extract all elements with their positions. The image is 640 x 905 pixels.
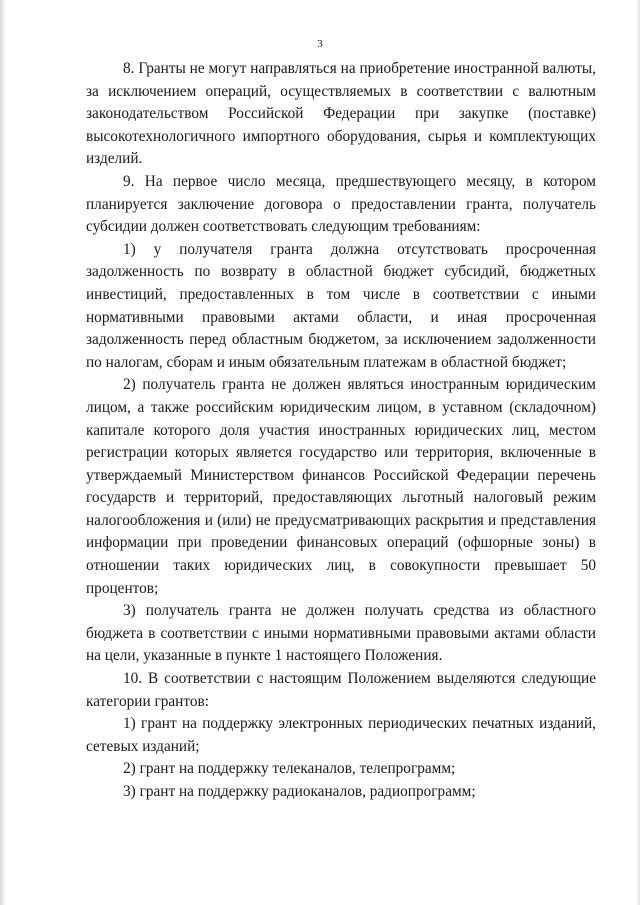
paragraph-10: 10. В соответствии с настоящим Положением выделяются следующие категории грантов: — [86, 670, 596, 710]
scan-edge-left — [0, 0, 6, 905]
paragraph-9-item-1: 1) у получателя гранта должна отсутствовать просроченная задолженность по возврату в областной бюджет субсидий, бюджетных инвестиций, предоставленных в том числе в соответствии с иными нормативными правовыми актами области, и иная просроченная задолженность перед областным бюджетом, за исключением задолженности по налогам, сборам и иным обязательным платежам в областной бюджет; — [86, 240, 596, 371]
paragraph-9-item-3: 3) получатель гранта не должен получать средства из областного бюджета в соответствии с иными нормативными правовыми актами области на цели, указанные в пункте 1 настоящего Положения. — [86, 602, 596, 665]
document-body — [86, 58, 596, 804]
scan-edge-right — [636, 0, 640, 905]
paragraph-10-item-2: 2) грант на поддержку телеканалов, телепрограмм; — [123, 760, 456, 778]
paragraph-10-item-3: 3) грант на поддержку радиоканалов, радиопрограмм; — [123, 783, 476, 800]
page-number: 3 — [317, 38, 323, 50]
paragraph-9: 9. На первое число месяца, предшествующего месяцу, в котором планируется заключение договора о предоставлении гранта, получатель субсидии должен соответствовать следующим требованиям: — [86, 172, 596, 236]
paragraph-10-item-1: 1) грант на поддержку электронных периодических печатных изданий, сетевых изданий; — [86, 715, 596, 755]
paragraph-8: 8. Гранты не могут направляться на приобретение иностранной валюты, за исключением операций, осуществляемых в соответствии с валютным законодательством Российской Федерации при закупке (поставке) высокотехнологичного импортного оборудования, сырья и комплектующих изделий. — [86, 60, 596, 168]
paragraph-9-item-2: 2) получатель гранта не должен являться иностранным юридическим лицом, а также российским юридическим лицом, в уставном (складочном) капитале которого доля участия иностранных юридических лиц, местом регистрации которых является государство или территория, включенные в утверждаемый Министерством финансов Российской Федерации перечень государств и территорий, предоставляющих льготный налоговый режим налогообложения и (или) не предусматривающих раскрытия и представления информации при проведении финансовых операций (офшорные зоны) в отношении таких юридических лиц, в совокупности превышает 50 процентов; — [86, 376, 596, 597]
